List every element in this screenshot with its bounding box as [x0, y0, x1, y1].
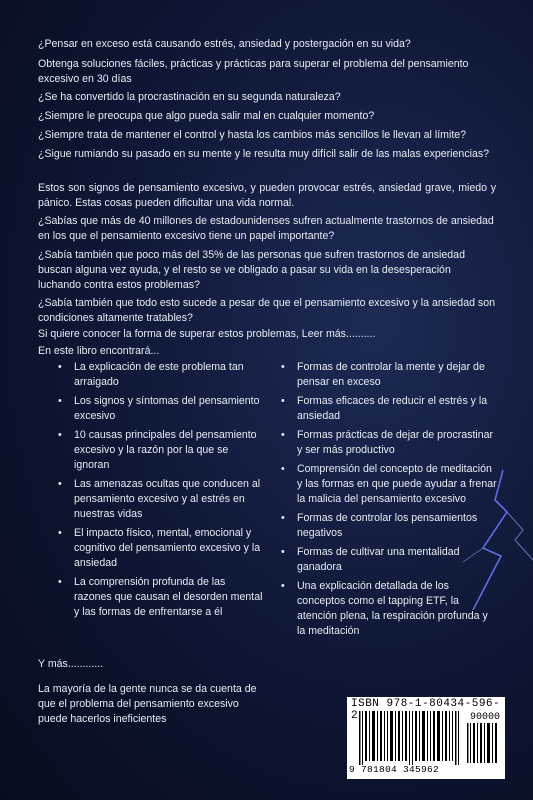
list-item: • Formas de controlar la mente y dejar de pensar en exceso — [297, 360, 497, 390]
paragraph: ¿Siempre le preocupa que algo pueda salir mal en cualquier momento? — [38, 110, 375, 122]
paragraph: Obtenga soluciones fáciles, prácticas y prácticas para superar el problema del pensamiento excesivo en 30 días — [38, 58, 469, 85]
list-item: • Los signos y síntomas del pensamiento excesivo — [74, 394, 264, 424]
isbn-barcode — [347, 697, 505, 779]
list-item: • Comprensión del concepto de meditación y las formas en que puede ayudar a frenar la malicia del pensamiento excesivo — [297, 462, 497, 507]
list-item: • Formas prácticas de dejar de procrastinar y ser más productivo — [297, 428, 497, 458]
list-item: • Las amenazas ocultas que conducen al pensamiento excesivo y al estrés en nuestras vidas — [74, 477, 264, 522]
price-addon: 90000 — [470, 712, 501, 723]
paragraph: Si quiere conocer la forma de superar estos problemas, Leer más.......... — [38, 328, 376, 340]
paragraph: ¿Sabía también que poco más del 35% de las personas que sufren trastornos de ansiedad buscan alguna vez ayuda, y el resto se ve obligado a pasar su vida en la desesperación luchando contra estos problemas? — [38, 249, 465, 291]
paragraph: Estos son signos de pensamiento excesivo, y pueden provocar estrés, ansiedad grave, miedo y pánico. Estas cosas pueden dificultar una vida normal. — [38, 182, 496, 209]
list-item: • Formas de controlar los pensamientos negativos — [297, 511, 497, 541]
paragraph: ¿Sabías que más de 40 millones de estadounidenses sufren actualmente trastornos de ansiedad en los que el pensamiento excesivo tiene un papel importante? — [38, 215, 494, 242]
closing-text: La mayoría de la gente nunca se da cuenta de que el problema del pensamiento excesivo puede hacerlos ineficientes — [38, 683, 257, 725]
features-left-list — [74, 360, 264, 624]
features-right-list — [297, 360, 497, 643]
list-item: • Formas de cultivar una mentalidad ganadora — [297, 545, 497, 575]
list-item: • La explicación de este problema tan arraigado — [74, 360, 264, 390]
paragraph: ¿Sabía también que todo esto sucede a pesar de que el pensamiento excesivo y la ansiedad son condiciones altamente tratables? — [38, 297, 496, 324]
list-item: • Formas eficaces de reducir el estrés y la ansiedad — [297, 394, 497, 424]
list-item: • 10 causas principales del pensamiento excesivo y la razón por la que se ignoran — [74, 428, 264, 473]
list-item: • El impacto físico, mental, emocional y cognitivo del pensamiento excesivo y la ansiedad — [74, 526, 264, 571]
list-item: • Una explicación detallada de los conceptos como el tapping ETF, la atención plena, la respiración profunda y la meditación — [297, 579, 497, 639]
isbn-label: ISBN 978-1-80434-596-2 — [351, 698, 501, 722]
paragraph: ¿Siempre trata de mantener el control y hasta los cambios más sencillos le llevan al límite? — [38, 129, 467, 141]
paragraph: ¿Sigue rumiando su pasado en su mente y le resulta muy difícil salir de las malas experiencias? — [38, 148, 490, 160]
paragraph: ¿Pensar en exceso está causando estrés, ansiedad y postergación en su vida? — [38, 38, 411, 50]
paragraph: ¿Se ha convertido la procrastinación en su segunda naturaleza? — [38, 91, 341, 103]
more-text: Y más............ — [38, 658, 104, 670]
paragraph: En este libro encontrará... — [38, 345, 160, 357]
barcode-number: 9 781804 345962 — [349, 764, 440, 775]
list-item: • La comprensión profunda de las razones que causan el desorden mental y las formas de enfrentarse a él — [74, 575, 264, 620]
